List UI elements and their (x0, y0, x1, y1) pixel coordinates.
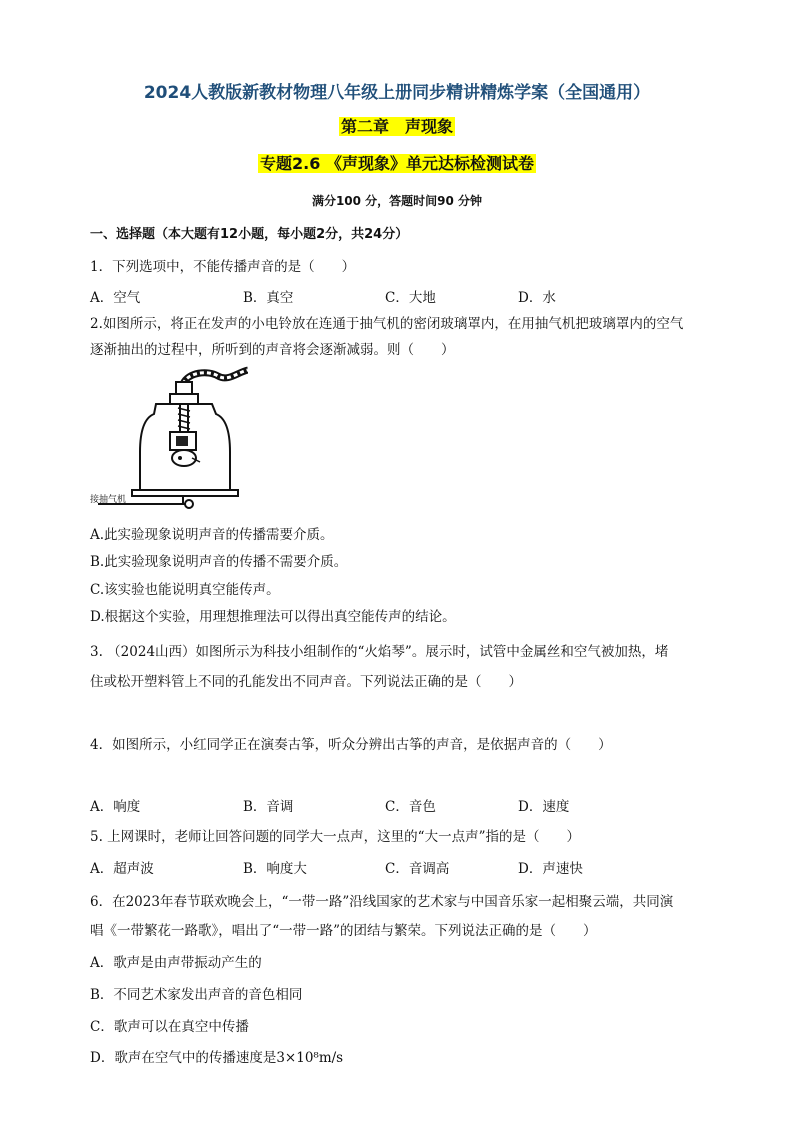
q2-option-c: C.该实验也能说明真空能传声。 (90, 582, 280, 598)
q4-option-c: C．音色 (385, 799, 436, 815)
bell-jar-figure (88, 362, 248, 512)
q1-option-b: B．真空 (243, 290, 294, 306)
q1-option-d: D．水 (518, 290, 556, 306)
q6-option-a: A．歌声是由声带振动产生的 (90, 955, 262, 971)
question-5-stem: 5. 上网课时，老师让回答问题的同学大一点声，这里的“大一点声”指的是（ ） (90, 829, 580, 845)
question-3-stem-line2: 住或松开塑料管上不同的孔能发出不同声音。下列说法正确的是（ ） (90, 674, 522, 690)
question-3-stem-line1: 3. （2024山西）如图所示为科技小组制作的“火焰琴”。展示时，试管中金属丝和空气被加热，堵 (90, 644, 669, 660)
question-2-stem-line2: 逐渐抽出的过程中，所听到的声音将会逐渐减弱。则（ ） (90, 342, 455, 358)
q1-option-a: A．空气 (90, 290, 141, 306)
q5-option-c: C．音调高 (385, 861, 450, 877)
q6-option-c: C．歌声可以在真空中传播 (90, 1019, 249, 1035)
question-1-stem: 1．下列选项中，不能传播声音的是（ ） (90, 259, 356, 275)
q4-option-d: D．速度 (518, 799, 570, 815)
q5-option-b: B．响度大 (243, 861, 307, 877)
q5-option-d: D．声速快 (518, 861, 583, 877)
q6-option-b: B．不同艺术家发出声音的音色相同 (90, 987, 303, 1003)
q6-option-d: D．歌声在空气中的传播速度是3×10⁸m/s (90, 1050, 344, 1066)
question-6-stem-line2: 唱《一带繁花一路歌》，唱出了“一带一路”的团结与繁荣。下列说法正确的是（ ） (90, 923, 597, 939)
question-6-stem-line1: 6．在2023年春节联欢晚会上，“一带一路”沿线国家的艺术家与中国音乐家一起相聚云端，共同演 (90, 894, 674, 910)
q2-option-a: A.此实验现象说明声音的传播需要介质。 (90, 527, 334, 543)
q4-option-a: A．响度 (90, 799, 141, 815)
q5-option-a: A．超声波 (90, 861, 154, 877)
question-4-stem: 4．如图所示，小红同学正在演奏古筝，听众分辨出古筝的声音，是依据声音的（ ） (90, 737, 612, 753)
chapter-title: 第二章 声现象 (340, 117, 453, 136)
topic-title: 专题2.6 《声现象》单元达标检测试卷 (260, 154, 534, 173)
section-heading: 一、选择题（本大题有12小题，每小题2分，共24分） (90, 227, 409, 242)
exam-info: 满分100 分，答题时间90 分钟 (311, 194, 483, 208)
q2-option-d: D.根据这个实验，用理想推理法可以得出真空能传声的结论。 (90, 609, 456, 625)
q2-option-b: B.此实验现象说明声音的传播不需要介质。 (90, 554, 348, 570)
question-2-stem-line1: 2.如图所示，将正在发声的小电铃放在连通于抽气机的密闭玻璃罩内，在用抽气机把玻璃罩内的空气 (90, 316, 684, 332)
pump-label: 接抽气机 (90, 495, 127, 505)
q1-option-c: C．大地 (385, 290, 436, 306)
q4-option-b: B．音调 (243, 799, 294, 815)
series-title: 2024人教版新教材物理八年级上册同步精讲精炼学案（全国通用） (143, 83, 651, 103)
